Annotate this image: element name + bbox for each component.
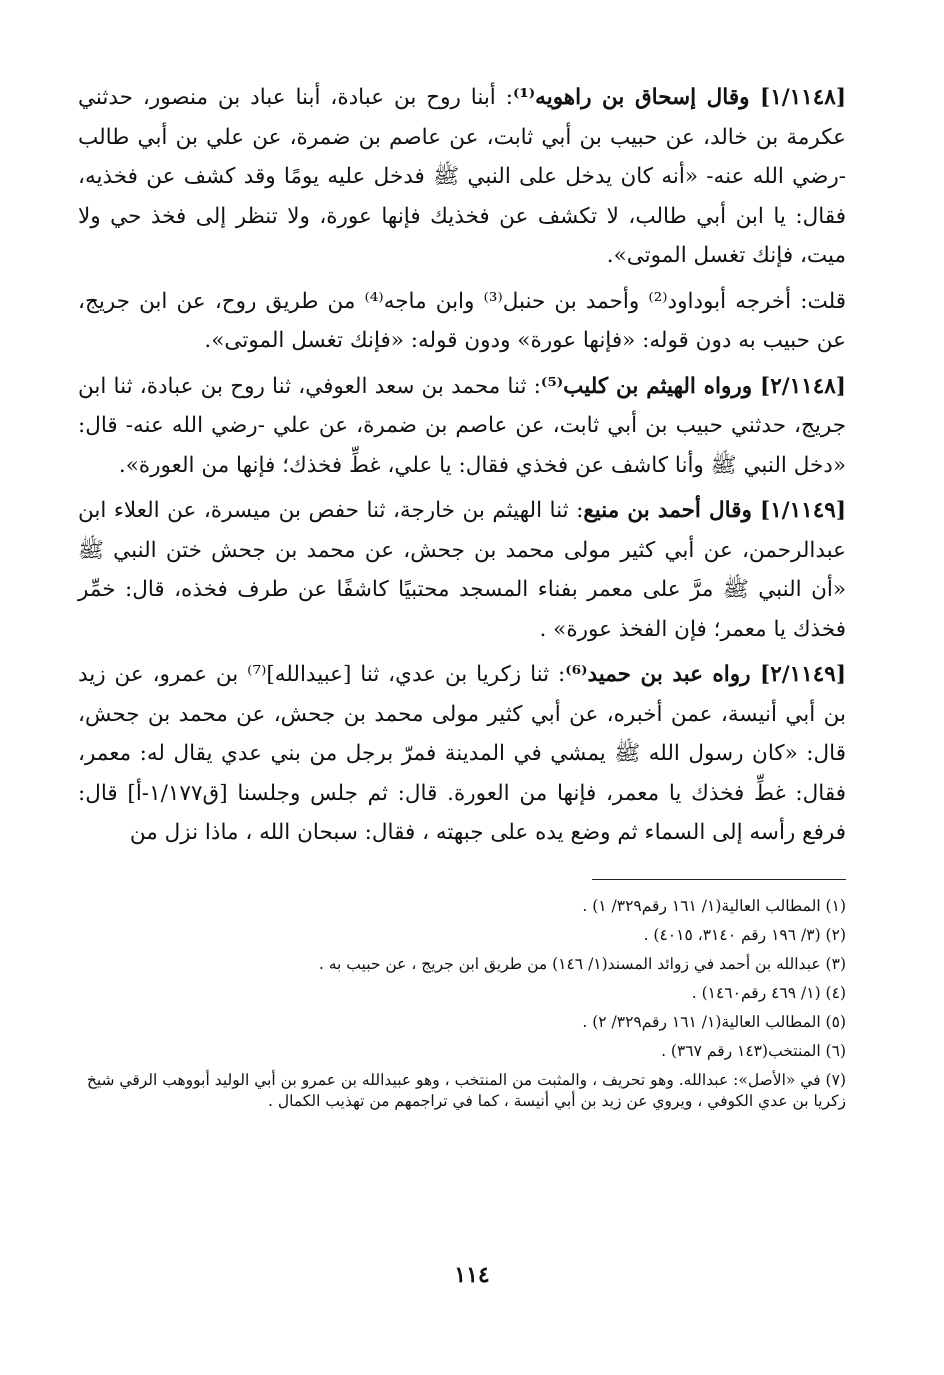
hadith-heading: [١/١١٤٨] وقال إسحاق بن راهويه⁽¹⁾	[512, 85, 846, 110]
footnote-separator	[592, 879, 846, 880]
paragraph-text: : ثنا الهيثم بن خارجة، ثنا حفص بن ميسرة، عن العلاء ابن عبدالرحمن، عن أبي كثير مولى محمد بن جحش، عن محمد بن جحش ختن النبي ﷺ «أن النبي ﷺ مرَّ على معمر بفناء المسجد محتبيًا كاشفًا عن طرف فخذه، قال: خمِّر فخذك يا معمر؛ فإن الفخذ عورة» .	[78, 498, 846, 642]
footnote-3: (٣) عبدالله بن أحمد في زوائد المسند(١/ ١٤٦) من طريق ابن جريج ، عن حبيب به .	[318, 954, 846, 973]
page-number: ١١٤	[454, 1262, 490, 1288]
footnote-5: (٥) المطالب العالية(١/ ١٦١ رقم٣٢٩/ ٢) .	[582, 1012, 846, 1031]
footnote-6: (٦) المنتخب(١٤٣ رقم ٣٦٧) .	[661, 1041, 846, 1060]
paragraph-text: : ثنا محمد بن سعد العوفي، ثنا روح بن عبادة، ثنا ابن جريج، حدثني حبيب بن أبي ثابت، عن عاصم بن ضمرة، عن علي -رضي الله عنه- قال: «دخل النبي ﷺ وأنا كاشف عن فخذي فقال: يا علي، غطِّ فخذك؛ فإنها من العورة».	[78, 373, 846, 478]
paragraph-1	[78, 78, 846, 276]
paragraph-text: قلت: أخرجه أبوداود⁽²⁾ وأحمد بن حنبل⁽³⁾ وابن ماجه⁽⁴⁾ من طريق روح، عن ابن جريج، عن حبيب به دون قوله: «فإنها عورة» ودون قوله: «فإنك تغسل الموتى».	[78, 288, 847, 353]
hadith-heading: [٢/١١٤٨] ورواه الهيثم بن كليب⁽⁵⁾	[540, 373, 846, 399]
paragraph-5	[78, 655, 846, 853]
hadith-heading: [٢/١١٤٩] رواه عبد بن حميد⁽⁶⁾	[565, 662, 847, 687]
paragraph-2	[78, 282, 846, 361]
footnote-1: (١) المطالب العالية(١/ ١٦١ رقم٣٢٩/ ١) .	[582, 896, 846, 915]
hadith-heading: [١/١١٤٩] وقال أحمد بن منيع	[583, 498, 846, 523]
footnote-4: (٤) (١/ ٤٦٩ رقم١٤٦٠) .	[691, 983, 846, 1002]
footnotes	[78, 892, 846, 1112]
paragraph-4	[78, 491, 846, 649]
paragraph-text: : أبنا روح بن عبادة، أبنا عباد بن منصور، حدثني عكرمة بن خالد، عن حبيب بن أبي ثابت، عن عاصم بن ضمرة، عن علي بن أبي طالب -رضي الله عنه- «أنه كان يدخل على النبي ﷺ فدخل عليه يومًا وقد كشف عن فخذيه، فقال: يا ابن أبي طالب، لا تكشف عن فخذيك فإنها عورة، ولا تنظر إلى فخذ حي ولا ميت، فإنك تغسل الموتى».	[78, 85, 846, 268]
footnote-7: (٧) في «الأصل»: عبدالله. وهو تحريف ، والمثبت من المنتخب ، وهو عبيدالله بن عمرو بن أبي الوليد أبووهب الرقي شيخ زكريا بن عدي الكوفي ، ويروي عن زيد بن أبي أنيسة ، كما في تراجمهم من تهذيب الكمال .	[86, 1070, 846, 1110]
footnote-2: (٢) (٣/ ١٩٦ رقم ٣١٤٠، ٤٠١٥) .	[643, 925, 846, 944]
paragraph-3	[78, 367, 846, 486]
page-body	[78, 78, 846, 1112]
paragraph-text: : ثنا زكريا بن عدي، ثنا [عبيدالله]⁽⁷⁾ بن عمرو، عن زيد بن أبي أنيسة، عمن أخبره، عن أبي كثير مولى محمد بن جحش، عن محمد بن جحش، قال: «كان رسول الله ﷺ يمشي في المدينة فمرّ برجل من بني عدي يقال له: معمر، فقال: غطِّ فخذك يا معمر، فإنها من العورة. قال: ثم جلس وجلسنا [ق١/١٧٧-أ] قال: فرفع رأسه إلى السماء ثم وضع يده على جبهته ، فقال: سبحان الله ، ماذا نزل من	[78, 662, 847, 845]
